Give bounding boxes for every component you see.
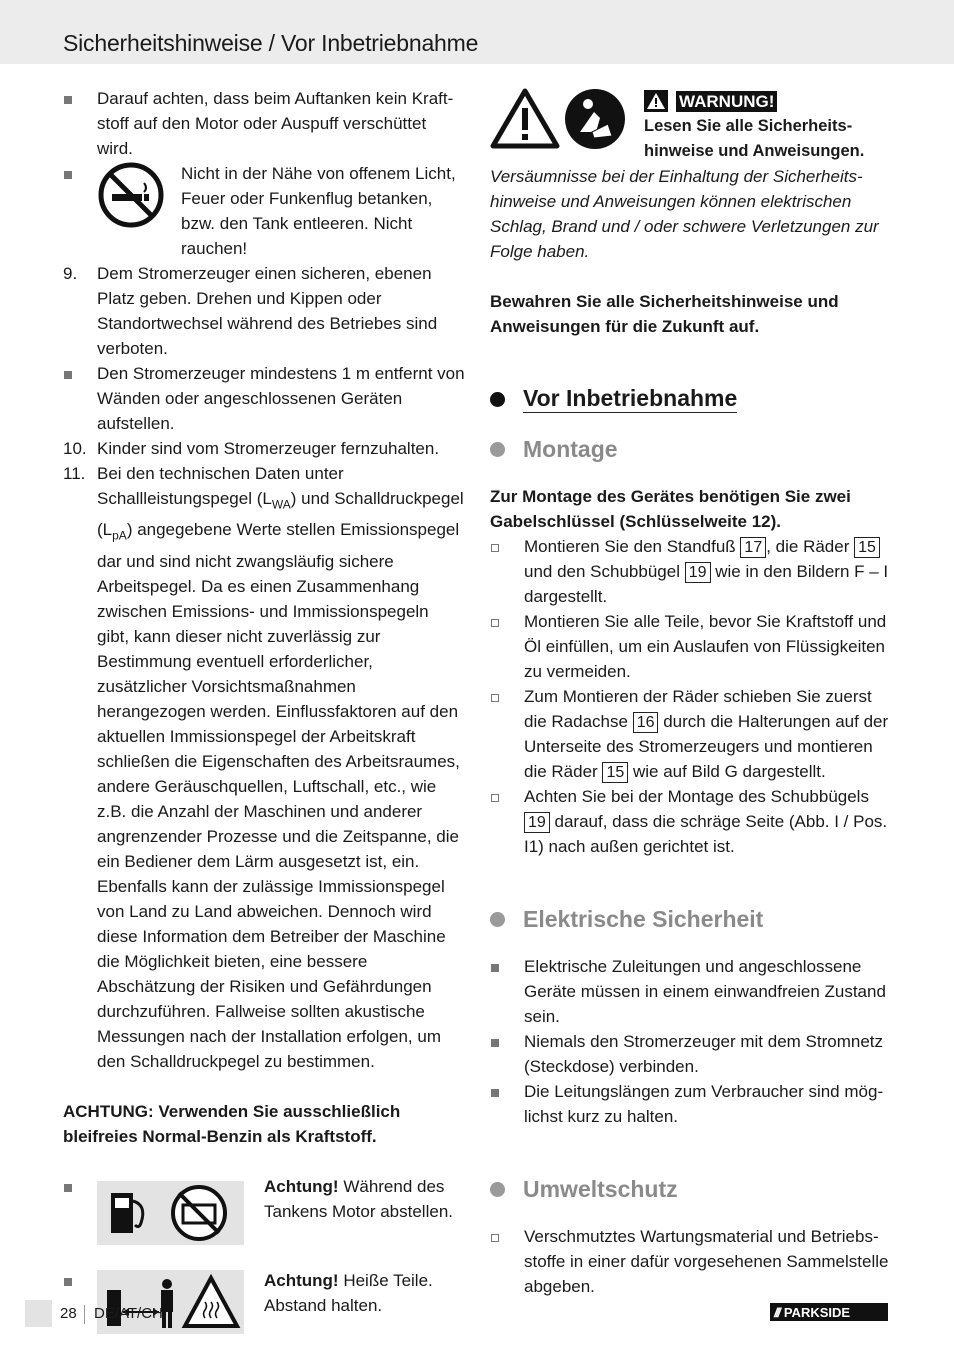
heading-text: Umweltschutz — [523, 1175, 678, 1202]
item-number: 9. — [63, 264, 78, 283]
bullet — [64, 1184, 72, 1192]
hot-parts-distance-icon — [97, 1270, 244, 1334]
left-column — [63, 86, 465, 1338]
brand-logo — [770, 1303, 888, 1321]
item-number: 10. — [63, 439, 87, 458]
electrical-list — [490, 954, 892, 1129]
item-text: Zum Montieren der Räder schieben Sie zuerst die Radachse — [524, 687, 872, 731]
brand-name: PARKSIDE — [783, 1304, 851, 1320]
environment-list — [490, 1224, 892, 1299]
item-text: Achten Sie bei der Montage des Schubbügels — [524, 787, 869, 806]
list-item-refuel — [63, 1174, 465, 1244]
part-number: 19 — [524, 812, 550, 833]
item-text: Kinder sind vom Stromerzeuger fernzuhalten. — [97, 439, 440, 458]
bullet — [491, 619, 499, 627]
refuel-engine-off-icon — [97, 1181, 244, 1245]
warning-block — [490, 86, 892, 164]
section-heading-umweltschutz — [490, 1174, 892, 1204]
footer-locale: DE/AT/CH — [94, 1305, 163, 1322]
bullet — [491, 794, 499, 802]
numbered-item-9 — [63, 261, 465, 361]
warning-label-row — [644, 90, 777, 112]
list-item — [490, 1079, 892, 1129]
numbered-item-11 — [63, 461, 465, 1074]
footer-divider — [84, 1305, 85, 1324]
list-item — [490, 954, 892, 1029]
part-number: 15 — [854, 537, 880, 558]
heading-text: Montage — [523, 435, 618, 462]
small-warning-icon — [644, 90, 668, 112]
numbered-item-10 — [63, 436, 465, 461]
item-text: ) angegebene Werte stellen Emissionspegel dar und sind nicht zwangsläufig sichere Arbeitspegel. Da es einen Zusammenhang zwischen Emissions- und Immissionspegeln gibt, kann dieser nicht zuverlässig zur Bestimmung eventuell erforderlicher, zusätzlicher Vorsichtsmaßnahmen herangezogen werden. Einflussfaktoren auf den aktuellen Immissionspegel der Arbeitskraft schließen die Eigenschaften des Arbeitsraumes, andere Geräuschquellen, Luftschall, etc., wie z.B. die Anzahl der Maschinen und anderer angrenzender Prozesse und die Zeitspanne, die ein Bediener dem Lärm ausgesetzt ist, ein. Ebenfalls kann der zulässige Immissionspegel von Land zu Land abweichen. Dennoch wird diese Information dem Betreiber der Maschine die Möglichkeit bieten, eine bessere Abschätzung der Risiken und Gefährdungen durchzuführen. Fallweise sollten akustische Messungen nach der Installation erfolgen, um den Schalldruckpegel zu bestimmen. — [97, 520, 460, 1071]
fuel-warning: ACHTUNG: Verwenden Sie ausschließlich bleifreies Normal-Benzin als Kraftstoff. — [63, 1101, 401, 1146]
list-item — [490, 684, 892, 784]
heading-text: Vor Inbetriebnahme — [523, 384, 738, 411]
list-item — [63, 361, 465, 436]
list-item — [490, 784, 892, 859]
page-number: 28 — [60, 1305, 77, 1322]
bullet — [64, 1278, 72, 1286]
keep-instructions: Bewahren Sie alle Sicherheitshinweise und Anweisungen für die Zukunft auf. — [490, 292, 839, 336]
list-item — [490, 534, 892, 609]
bullet — [64, 96, 72, 104]
bullet — [491, 544, 499, 552]
heading-bullet — [490, 1182, 505, 1197]
item-text: und den Schubbügel — [524, 562, 685, 581]
part-number: 19 — [685, 562, 711, 583]
heading-text: Elektrische Sicherheit — [523, 905, 764, 932]
caution-label: Achtung! — [264, 1270, 339, 1290]
item-text: darauf, dass die schräge Seite (Abb. I / Pos. I1) nach außen gerichtet ist. — [524, 812, 888, 856]
part-number: 16 — [633, 712, 659, 733]
read-manual-icon — [564, 88, 626, 157]
item-text: Verschmutztes Wartungsmaterial und Betriebsstoffe in einer dafür vorgesehenen Sammelstelle abgeben. — [524, 1227, 889, 1296]
footer-marker — [25, 1300, 52, 1327]
part-number: 17 — [740, 537, 766, 558]
section-heading-montage — [490, 434, 892, 464]
list-item — [490, 609, 892, 684]
item-text: Die Leitungslängen zum Verbraucher sind möglichst kurz zu halten. — [524, 1082, 884, 1126]
heading-bullet — [490, 392, 505, 407]
list-item-no-smoking — [63, 161, 465, 261]
page-header — [0, 0, 954, 64]
warning-badge: WARNUNG! — [676, 91, 777, 112]
list-item — [490, 1029, 892, 1079]
item-text: , die Räder — [766, 537, 855, 556]
bullet — [64, 171, 72, 179]
subscript: WA — [271, 497, 291, 512]
item-text: wie auf Bild G dargestellt. — [628, 762, 826, 781]
heading-bullet — [490, 912, 505, 927]
right-column — [490, 86, 892, 1299]
item-text: Elektrische Zuleitungen und angeschlossene Geräte müssen in einem einwandfreien Zustand sein. — [524, 957, 886, 1026]
section-heading-elektrische-sicherheit — [490, 904, 892, 934]
item-text: Niemals den Stromerzeuger mit dem Stromnetz (Steckdose) verbinden. — [524, 1032, 884, 1076]
warning-triangle-icon — [490, 88, 560, 157]
caution-label: Achtung! — [264, 1176, 339, 1196]
item-text: durch die Halterungen auf der Unterseite des Stromerzeugers und montieren die Räder — [524, 712, 889, 781]
list-item — [490, 1224, 892, 1299]
item-number: 11. — [63, 464, 86, 483]
bullet — [491, 694, 499, 702]
bullet — [491, 1039, 499, 1047]
bullet — [491, 1234, 499, 1242]
item-text: Heiße Teile. Abstand halten. — [264, 1270, 433, 1315]
no-smoking-icon — [97, 161, 165, 229]
bullet — [64, 371, 72, 379]
montage-intro: Zur Montage des Gerätes benötigen Sie zwei Gabelschlüssel (Schlüsselweite 12). — [490, 487, 851, 531]
page-title: Sicherheitshinweise / Vor Inbetriebnahme — [63, 30, 479, 56]
item-text: Nicht in der Nähe von offenem Licht, Feuer oder Funkenflug betanken, bzw. den Tank entleeren. Nicht rauchen! — [181, 164, 456, 258]
item-text: Montieren Sie alle Teile, bevor Sie Kraftstoff und Öl einfüllen, um ein Auslaufen von Flüssigkeiten zu vermeiden. — [524, 612, 887, 681]
warning-text: Versäumnisse bei der Einhaltung der Sicherheitshinweise und Anweisungen können elektrischen Schlag, Brand und / oder schwere Verletzungen zur Folge haben. — [490, 167, 879, 261]
item-text: Darauf achten, dass beim Auftanken kein Kraftstoff auf den Motor oder Auspuff verschüttet wird. — [97, 89, 454, 158]
subscript: pA — [112, 528, 127, 543]
warning-title: Lesen Sie alle Sicherheitshinweise und Anweisungen. — [644, 117, 865, 160]
item-text: Während des Tankens Motor abstellen. — [264, 1176, 453, 1221]
list-item-hot-parts — [63, 1268, 465, 1338]
bullet — [491, 1089, 499, 1097]
item-text: Dem Stromerzeuger einen sicheren, ebenen Platz geben. Drehen und Kippen oder Standortwechsel während des Betriebes sind verboten. — [97, 264, 438, 358]
item-text: Bei den technischen Daten unter Schallleistungspegel (L — [97, 464, 344, 508]
item-text: Den Stromerzeuger mindestens 1 m entfernt von Wänden oder angeschlossenen Geräten aufstellen. — [97, 364, 465, 433]
item-text: wie in den Bildern F – I dargestellt. — [524, 562, 889, 606]
section-heading-vor-inbetriebnahme — [490, 384, 892, 414]
bullet — [491, 964, 499, 972]
item-text: ) und Schalldruckpegel (L — [97, 489, 464, 540]
heading-bullet — [490, 442, 505, 457]
logo-slashes-icon: /// — [774, 1304, 779, 1320]
list-item — [63, 86, 465, 161]
part-number: 15 — [602, 762, 628, 783]
item-text: Montieren Sie den Standfuß — [524, 537, 741, 556]
